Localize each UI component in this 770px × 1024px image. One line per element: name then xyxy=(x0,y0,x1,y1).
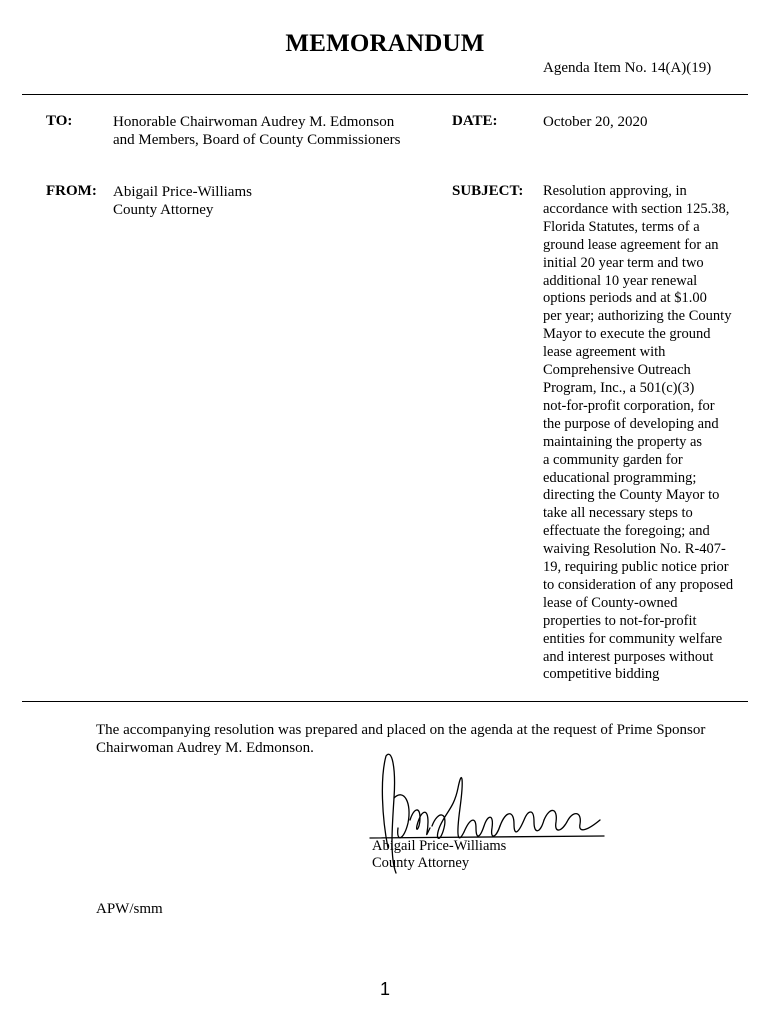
agenda-item-number: Agenda Item No. 14(A)(19) xyxy=(543,60,712,76)
date-label: DATE: xyxy=(452,113,498,129)
signer-title: County Attorney xyxy=(372,855,470,871)
from-label: FROM: xyxy=(46,183,97,199)
subject-text: Resolution approving, in accordance with section 125.38, Florida Statutes, terms of a ground lease agreement for an initial 20 year term and two additional 10 year renewal options periods and at $1.00 per year; authorizing the County Mayor to execute the ground lease agreement with Comprehensive Outreach Program, Inc., a 501(c)(3) not-for-profit corporation, for the purpose of developing and maintaining the property as a community garden for educational programming; directing the County Mayor to take all necessary steps to effectuate the foregoing; and waiving Resolution No. R-407- 19, requiring public notice prior to consideration of any proposed lease of County-owned properties to not-for-profit entities for community welfare and interest purposes without competitive bidding xyxy=(543,183,734,683)
to-recipient xyxy=(113,113,400,149)
from-sender xyxy=(113,183,252,219)
author-initials: APW/smm xyxy=(96,901,163,917)
to-line-2: and Members, Board of County Commissioners xyxy=(113,132,401,148)
signer-name: Abigail Price-Williams xyxy=(372,838,507,854)
page-number: 1 xyxy=(379,979,390,999)
signature-block xyxy=(372,838,506,872)
subject-label: SUBJECT: xyxy=(452,183,524,199)
date-value: October 20, 2020 xyxy=(543,114,648,130)
header-bottom-rule xyxy=(22,701,748,702)
memo-title: MEMORANDUM xyxy=(285,30,485,57)
to-line-1: Honorable Chairwoman Audrey M. Edmonson xyxy=(113,114,395,130)
header-top-rule xyxy=(22,94,748,95)
body-line-2: Chairwoman Audrey M. Edmonson. xyxy=(96,740,314,756)
from-line-1: Abigail Price-Williams xyxy=(113,184,252,200)
from-line-2: County Attorney xyxy=(113,202,214,218)
body-line-1: The accompanying resolution was prepared and placed on the agenda at the request of Prime Sponsor xyxy=(96,722,706,738)
to-label: TO: xyxy=(46,113,73,129)
